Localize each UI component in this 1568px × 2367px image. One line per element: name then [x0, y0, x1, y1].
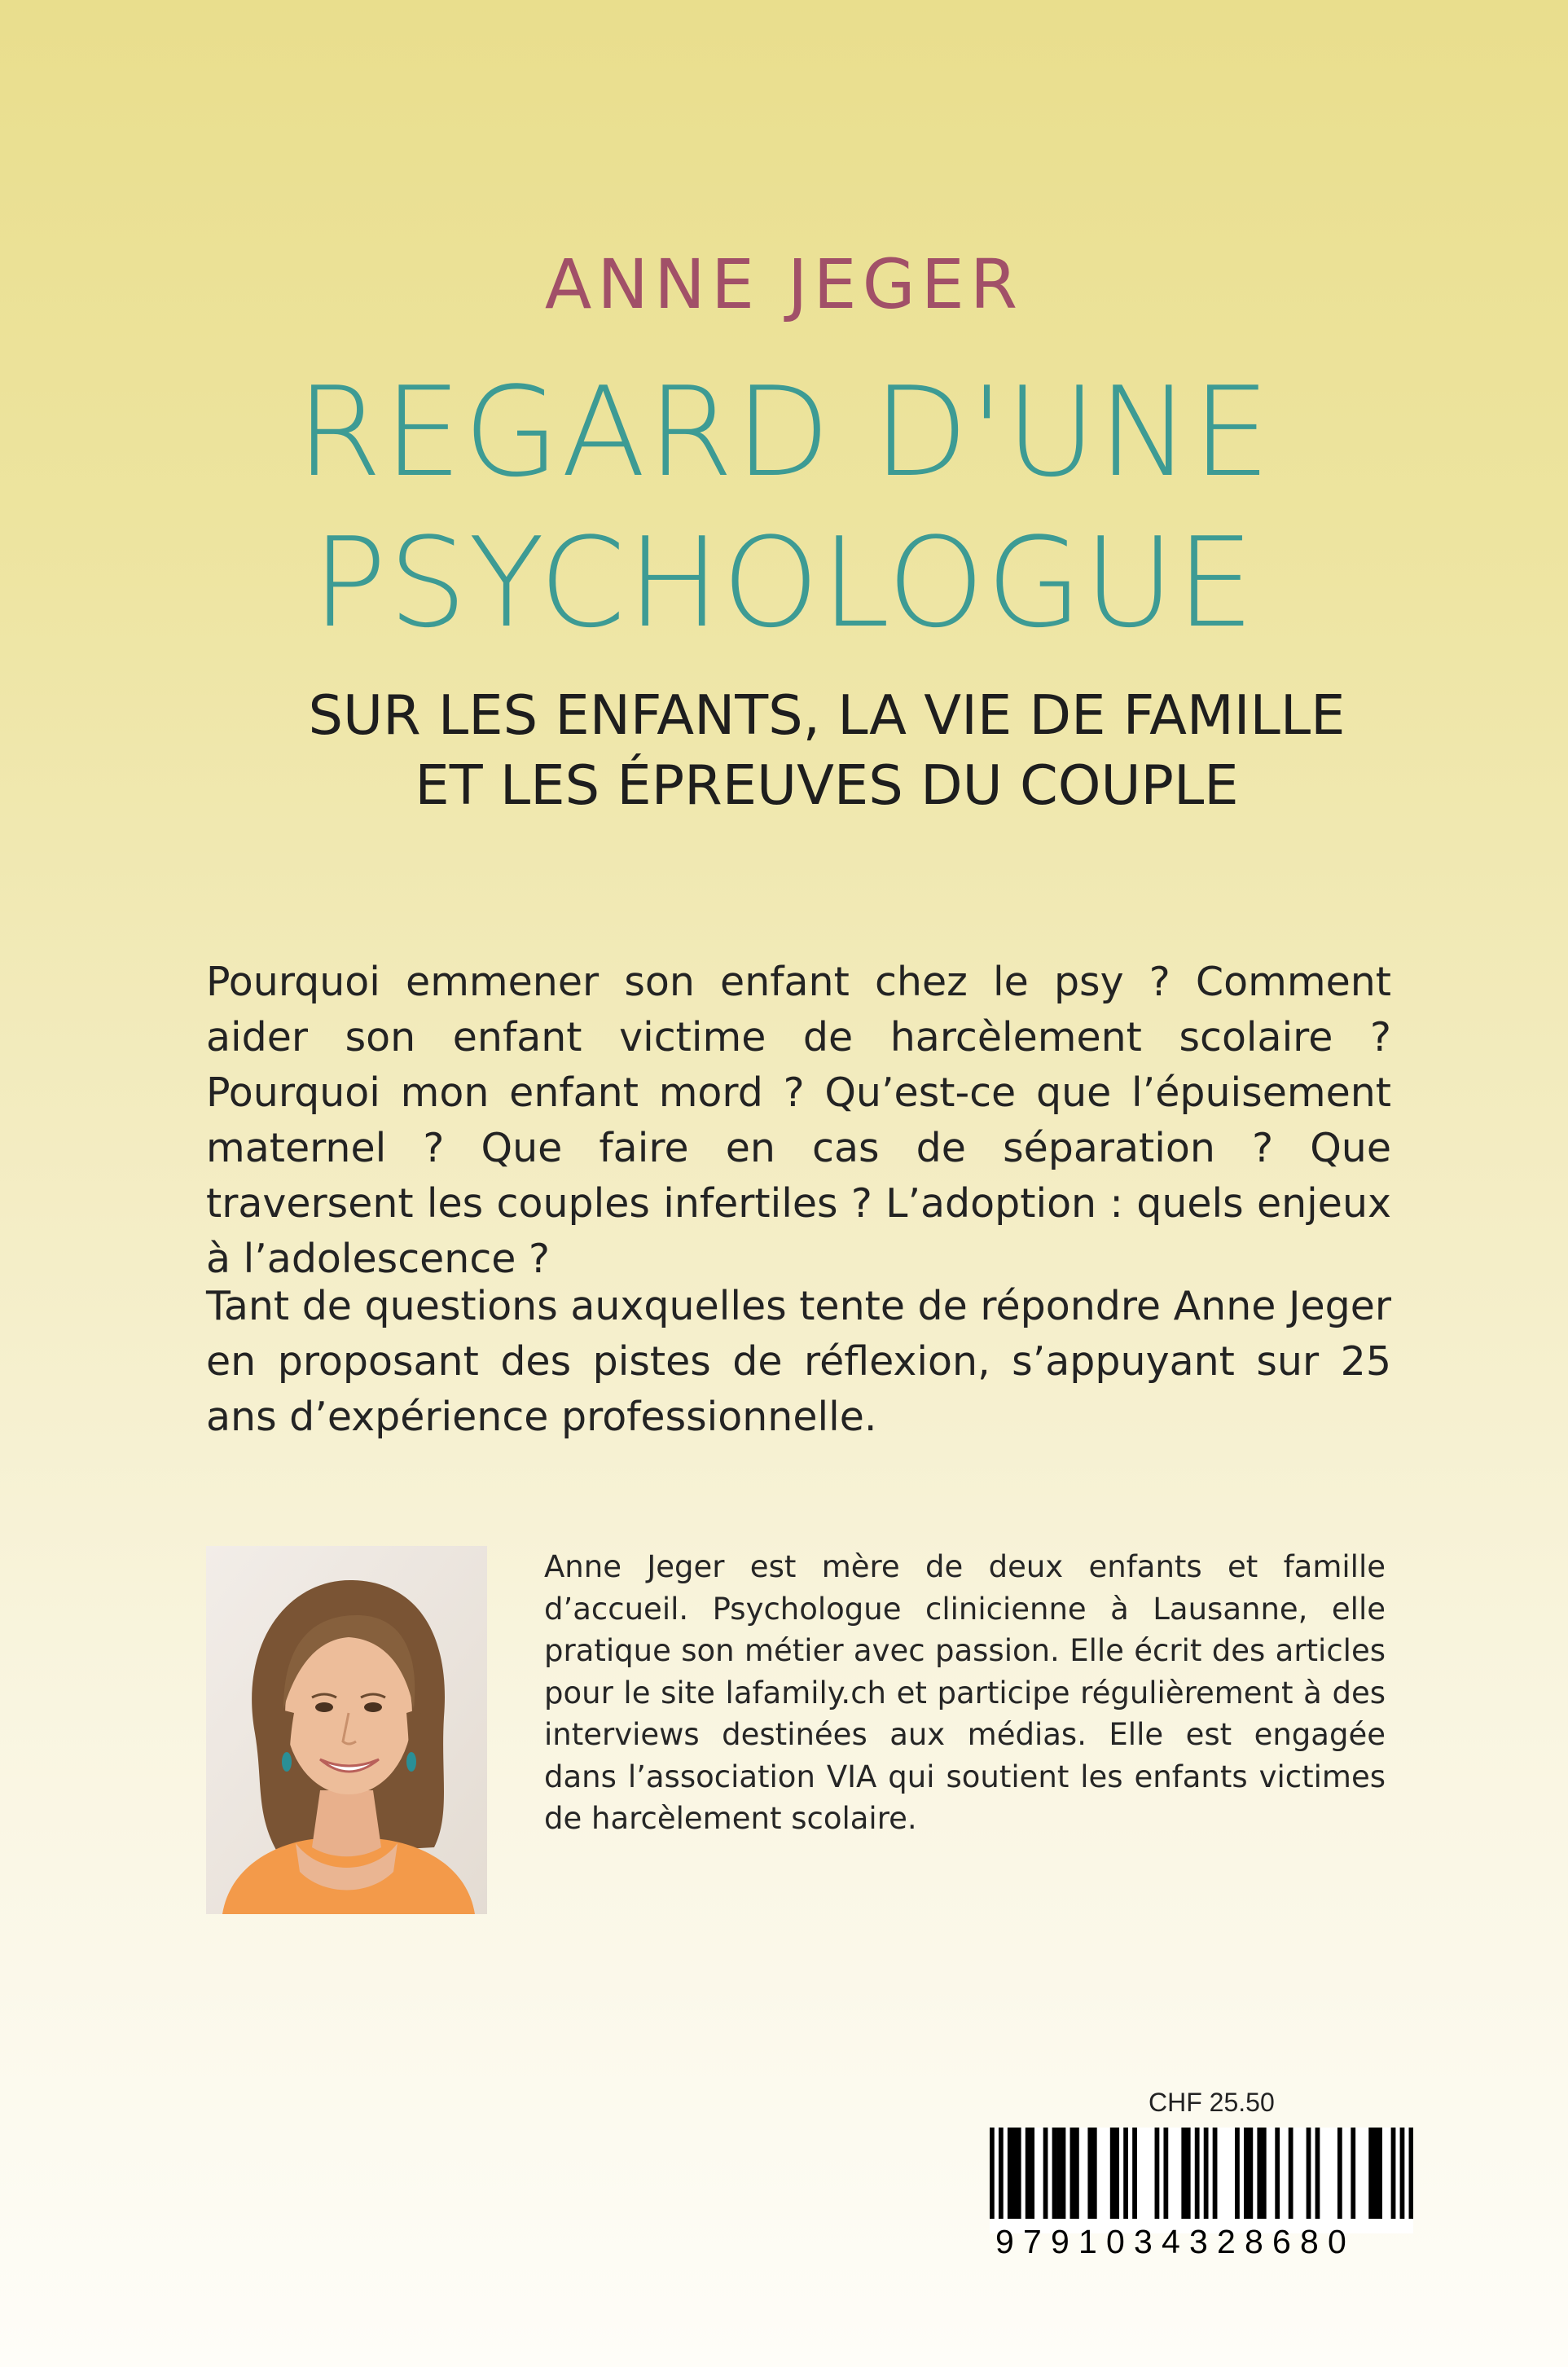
barcode-bar — [1248, 2128, 1253, 2219]
barcode-bar — [1181, 2128, 1186, 2219]
barcode-bar — [1074, 2128, 1079, 2219]
barcode-bar — [1400, 2128, 1405, 2219]
barcode-bar — [1377, 2128, 1382, 2219]
barcode-bars — [990, 2128, 1413, 2224]
barcode-bar — [1155, 2128, 1160, 2219]
barcode-bar — [1030, 2128, 1034, 2219]
author-portrait-illustration — [206, 1546, 487, 1914]
barcode-bar — [1315, 2128, 1320, 2219]
barcode-bar — [1262, 2128, 1267, 2219]
barcode-bar — [1052, 2128, 1057, 2219]
barcode-bar — [1289, 2128, 1293, 2219]
barcode-bar — [1043, 2128, 1048, 2219]
barcode-bar — [1213, 2128, 1218, 2219]
barcode-bar — [1391, 2128, 1396, 2219]
barcode-bar — [1017, 2128, 1021, 2219]
barcode-bar — [1275, 2128, 1280, 2219]
barcode-bar — [1110, 2128, 1115, 2219]
title-line-2: PSYCHOLOGUE — [312, 511, 1256, 655]
blurb-paragraph-2: Tant de questions auxquelles tente de répondre Anne Jeger en proposant des pistes de réflexion, s’appuyant sur 25 ans d’expérience professionnelle. — [206, 1283, 1391, 1440]
barcode-bar — [1307, 2128, 1311, 2219]
barcode-bar — [1204, 2128, 1209, 2219]
barcode-bar — [1195, 2128, 1200, 2219]
barcode-bar — [1061, 2128, 1066, 2219]
barcode-bar — [1163, 2128, 1168, 2219]
barcode-bar — [999, 2128, 1004, 2219]
barcode-bar — [1070, 2128, 1075, 2219]
author-bio: Anne Jeger est mère de deux enfants et famille d’accueil. Psychologue clinicienne à Lausanne, elle pratique son métier avec passion. Elle écrit des articles pour le site lafamily.ch et participe régulièrement à des interviews destinées aux médias. Elle est engagée dans l’association VIA qui soutient les enfants victimes de harcèlement scolaire. — [544, 1549, 1386, 1836]
barcode-bar — [1123, 2128, 1128, 2219]
barcode-bar — [1351, 2128, 1355, 2219]
barcode-bar — [1008, 2128, 1012, 2219]
barcode — [990, 2128, 1413, 2233]
barcode-bar — [1087, 2128, 1092, 2219]
barcode-bar — [1235, 2128, 1240, 2219]
barcode-bar — [1373, 2128, 1378, 2219]
blurb-paragraph-1: Pourquoi emmener son enfant chez le psy ? Comment aider son enfant victime de harcèlement scolaire ? Pourquoi mon enfant mord ? Qu’est-ce que l’épuisement maternel ? Que faire en cas de séparation ? Que traversent les couples infertiles ? L’adoption : quels enjeux à l’adolescence ? — [206, 959, 1391, 1282]
subtitle-line-1: SUR LES ENFANTS, LA VIE DE FAMILLE — [308, 683, 1346, 747]
barcode-bar — [1409, 2128, 1413, 2219]
barcode-bar — [1012, 2128, 1017, 2219]
barcode-bar — [1244, 2128, 1249, 2219]
title-line-1: REGARD D'UNE — [296, 360, 1272, 504]
author-name: ANNE JEGER — [544, 244, 1024, 324]
barcode-bar — [1257, 2128, 1262, 2219]
price-label: CHF 25.50 — [1149, 2088, 1275, 2117]
barcode-bar — [1337, 2128, 1342, 2219]
author-photo — [206, 1546, 487, 1914]
barcode-bar — [1114, 2128, 1119, 2219]
subtitle-line-2: ET LES ÉPREUVES DU COUPLE — [415, 753, 1239, 817]
barcode-bar — [990, 2128, 995, 2219]
barcode-bar — [1132, 2128, 1137, 2219]
subtitle — [269, 680, 1385, 820]
isbn-digits: 9791034328680 — [995, 2223, 1356, 2260]
barcode-bar — [1056, 2128, 1061, 2219]
barcode-bar — [1368, 2128, 1373, 2219]
barcode-bar — [1026, 2128, 1030, 2219]
barcode-bar — [1186, 2128, 1191, 2219]
barcode-bar — [1092, 2128, 1097, 2219]
